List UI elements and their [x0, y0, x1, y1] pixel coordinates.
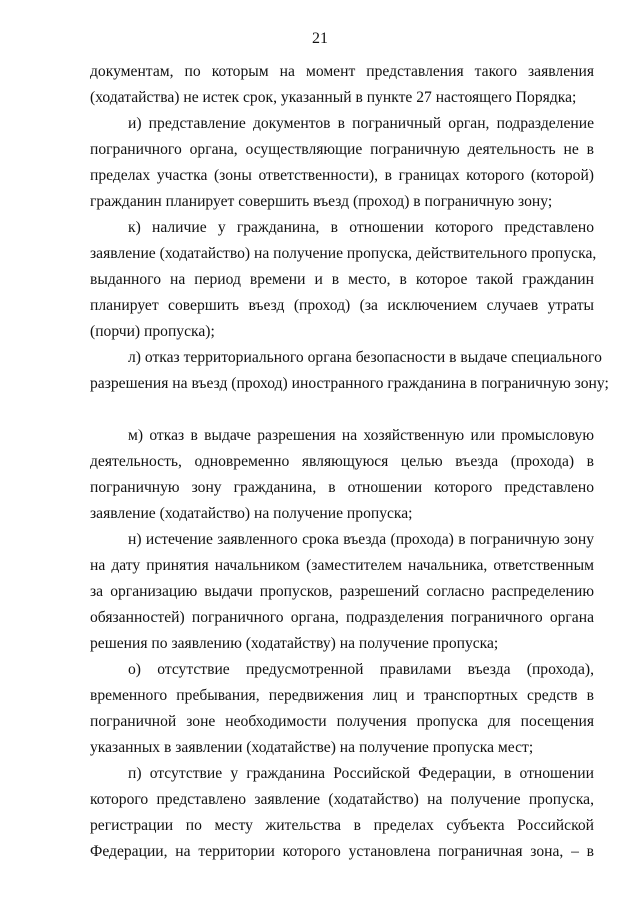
- text-line: документам, по которым на момент представления такого заявления: [90, 63, 594, 80]
- paragraph-o-line: о) отсутствие предусмотренной правилами въезда (прохода),: [128, 661, 594, 678]
- text-line: указанных в заявлении (ходатайстве) на получение пропуска мест;: [90, 739, 534, 756]
- paragraph-l-line: л) отказ территориального органа безопасности в выдаче специального: [128, 349, 602, 366]
- text-line: регистрации по месту жительства в пределах субъекта Российской: [90, 817, 594, 834]
- paragraph-p-line: п) отсутствие у гражданина Российской Федерации, в отношении: [128, 765, 594, 782]
- text-line: пограничной зоне необходимости получения пропуска для посещения: [90, 713, 594, 730]
- paragraph-i-line: и) представление документов в пограничный орган, подразделение: [128, 115, 594, 132]
- text-line: пограничного органа, осуществляющие пограничную деятельность не в: [90, 141, 594, 158]
- text-line: планирует совершить въезд (проход) (за исключением случаев утраты: [90, 297, 594, 314]
- paragraph-k-line: к) наличие у гражданина, в отношении которого представлено: [128, 219, 594, 236]
- text-line: (ходатайства) не истек срок, указанный в пункте 27 настоящего Порядка;: [90, 89, 577, 106]
- text-line: гражданин планирует совершить въезд (проход) в пограничную зону;: [90, 193, 553, 210]
- text-line: пограничную зону гражданина, в отношении которого представлено: [90, 479, 594, 496]
- text-line: которого представлено заявление (ходатайство) на получение пропуска,: [90, 791, 594, 808]
- text-line: заявление (ходатайство) на получение пропуска;: [90, 505, 413, 522]
- text-line: (порчи) пропуска);: [90, 323, 215, 340]
- page-number: 21: [312, 30, 328, 47]
- text-line: деятельность, одновременно являющуюся целью въезда (прохода) в: [90, 453, 594, 470]
- text-line: пределах участка (зоны ответственности), в границах которого (которой): [90, 167, 594, 184]
- text-line: обязанностей) пограничного органа, подразделения пограничного органа: [90, 609, 594, 626]
- paragraph-n-line: н) истечение заявленного срока въезда (прохода) в пограничную зону: [128, 531, 594, 548]
- paragraph-m-line: м) отказ в выдаче разрешения на хозяйственную или промысловую: [128, 427, 594, 444]
- text-line: выданного на период времени и в место, в которое такой гражданин: [90, 271, 594, 288]
- text-line: разрешения на въезд (проход) иностранного гражданина в пограничную зону;: [90, 375, 609, 392]
- text-line: на дату принятия начальником (заместителем начальника, ответственным: [90, 557, 594, 574]
- text-line: заявление (ходатайство) на получение пропуска, действительного пропуска,: [90, 245, 597, 262]
- text-line: Федерации, на территории которого установлена пограничная зона, – в: [90, 843, 594, 860]
- text-line: временного пребывания, передвижения лиц и транспортных средств в: [90, 687, 594, 704]
- text-line: за организацию выдачи пропусков, разрешений согласно распределению: [90, 583, 594, 600]
- text-line: решения по заявлению (ходатайству) на получение пропуска;: [90, 635, 499, 652]
